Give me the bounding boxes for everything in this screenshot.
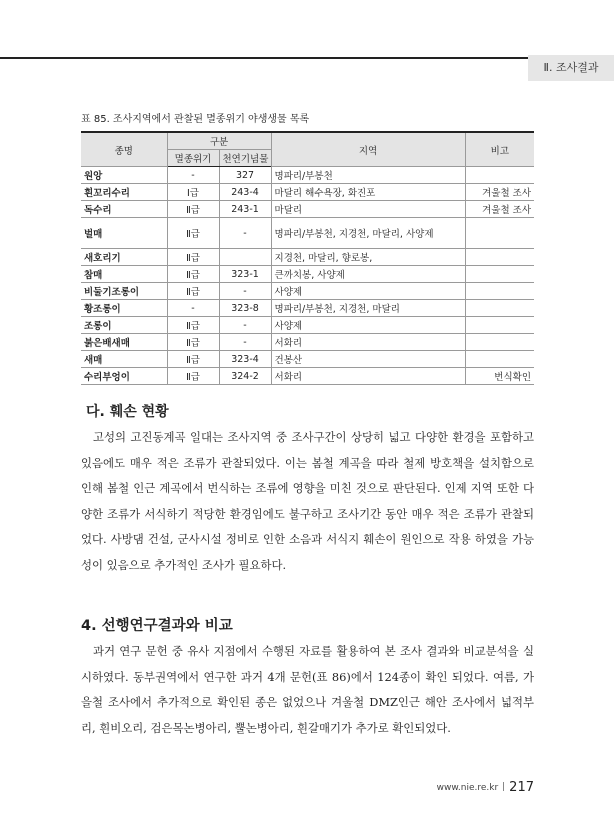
region: 사양제	[271, 283, 465, 300]
table-row	[81, 218, 534, 249]
remarks: 겨울철 조사	[465, 184, 534, 201]
region: 큰까치봉, 사양제	[271, 266, 465, 283]
remarks	[465, 300, 534, 317]
header-species: 종명	[81, 132, 167, 167]
paragraph-text: 고성의 고진동계곡 일대는 조사지역 중 조사구간이 상당히 넓고 다양한 환경을 포함하고 있음에도 매우 적은 조류가 관찰되었다. 이는 봄철 계곡을 따라 철제 방호책을 설치함으로 인해 봄철 인근 계곡에서 번식하는 조류에 영향을 미친 것으로 판단된다. 인제 지역 또한 다양한 조류가 서식하기 적당한 환경임에도 불구하고 조사기간 동안 매우 적은 조류가 관찰되었다. 사방댐 건설, 군사시설 정비로 인한 소음과 서식지 훼손이 원인으로 작용 하였을 가능성이 있음으로 추가적인 조사가 필요하다.	[81, 430, 534, 572]
region: 명파리/부봉천, 지경천, 마달리	[271, 300, 465, 317]
endangered-grade: Ⅱ급	[167, 317, 219, 334]
table-row	[81, 317, 534, 334]
table-row	[81, 334, 534, 351]
monument-number: 327	[219, 167, 271, 184]
table-caption: 표 85. 조사지역에서 관찰된 멸종위기 야생생물 목록	[81, 114, 310, 125]
table-row	[81, 167, 534, 184]
species-name: 독수리	[81, 201, 167, 218]
damage-status-paragraph	[81, 425, 534, 579]
monument-number: 323-1	[219, 266, 271, 283]
table-row	[81, 249, 534, 266]
monument-number: 323-8	[219, 300, 271, 317]
endangered-grade: Ⅱ급	[167, 283, 219, 300]
website-url: www.nie.re.kr	[436, 783, 499, 793]
remarks	[465, 317, 534, 334]
species-name: 황조롱이	[81, 300, 167, 317]
monument-number: -	[219, 317, 271, 334]
remarks: 겨울철 조사	[465, 201, 534, 218]
species-name: 새호리기	[81, 249, 167, 266]
species-name: 흰꼬리수리	[81, 184, 167, 201]
header-region: 지역	[271, 132, 465, 167]
remarks	[465, 283, 534, 300]
region: 지경천, 마달리, 향로봉,	[271, 249, 465, 266]
section-heading-damage-status: 다. 훼손 현황	[86, 404, 169, 420]
header-category: 구분	[167, 132, 271, 150]
endangered-grade: Ⅰ급	[167, 184, 219, 201]
remarks	[465, 266, 534, 283]
table-row	[81, 266, 534, 283]
monument-number: 243-1	[219, 201, 271, 218]
endangered-grade: Ⅱ급	[167, 218, 219, 249]
species-name: 조롱이	[81, 317, 167, 334]
page-number: 217	[509, 780, 534, 795]
footer-divider	[503, 782, 504, 791]
region: 마달리 해수욕장, 화진포	[271, 184, 465, 201]
table-row	[81, 300, 534, 317]
endangered-species-table	[81, 131, 534, 385]
table-row	[81, 351, 534, 368]
monument-number: -	[219, 218, 271, 249]
endangered-grade: -	[167, 167, 219, 184]
region: 건봉산	[271, 351, 465, 368]
header-monument: 천연기념물	[219, 150, 271, 167]
table-row	[81, 368, 534, 385]
section-tab: Ⅱ. 조사결과	[528, 55, 614, 81]
remarks	[465, 218, 534, 249]
header-remarks: 비고	[465, 132, 534, 167]
paragraph-text: 과거 연구 문헌 중 유사 지점에서 수행된 자료를 활용하여 본 조사 결과와 비교분석을 실시하였다. 동부권역에서 연구한 과거 4개 문헌(표 86)에서 124종이 확인 되었다. 여름, 가을철 조사에서 추가적으로 확인된 종은 없었으나 겨울철 DMZ인근 해안 조사에서 넓적부리, 흰비오리, 검은목논병아리, 뿔논병아리, 흰갈매기가 추가로 확인되었다.	[81, 644, 534, 735]
table-row	[81, 283, 534, 300]
page-footer	[437, 780, 534, 795]
header-endangered: 멸종위기	[167, 150, 219, 167]
monument-number: 243-4	[219, 184, 271, 201]
endangered-grade: Ⅱ급	[167, 249, 219, 266]
region: 명파리/부봉천	[271, 167, 465, 184]
table-row	[81, 184, 534, 201]
species-name: 새매	[81, 351, 167, 368]
remarks	[465, 351, 534, 368]
section-heading-prior-research: 4. 선행연구결과와 비교	[81, 618, 233, 634]
species-name: 참매	[81, 266, 167, 283]
species-name: 비둘기조롱이	[81, 283, 167, 300]
region: 사양제	[271, 317, 465, 334]
endangered-grade: Ⅱ급	[167, 266, 219, 283]
region: 마달리	[271, 201, 465, 218]
endangered-grade: Ⅱ급	[167, 368, 219, 385]
remarks	[465, 249, 534, 266]
monument-number: 323-4	[219, 351, 271, 368]
remarks	[465, 334, 534, 351]
table-row	[81, 201, 534, 218]
monument-number: -	[219, 334, 271, 351]
monument-number	[219, 249, 271, 266]
remarks	[465, 167, 534, 184]
remarks: 번식확인	[465, 368, 534, 385]
region: 서화리	[271, 334, 465, 351]
region: 명파리/부봉천, 지경천, 마달리, 사양제	[271, 218, 465, 249]
endangered-grade: Ⅱ급	[167, 201, 219, 218]
species-name: 벌매	[81, 218, 167, 249]
region: 서화리	[271, 368, 465, 385]
header-rule	[0, 57, 528, 59]
endangered-grade: Ⅱ급	[167, 334, 219, 351]
monument-number: -	[219, 283, 271, 300]
species-name: 원앙	[81, 167, 167, 184]
species-name: 수리부엉이	[81, 368, 167, 385]
species-name: 붉은배새매	[81, 334, 167, 351]
monument-number: 324-2	[219, 368, 271, 385]
prior-research-paragraph	[81, 639, 534, 741]
endangered-grade: Ⅱ급	[167, 351, 219, 368]
endangered-grade: -	[167, 300, 219, 317]
